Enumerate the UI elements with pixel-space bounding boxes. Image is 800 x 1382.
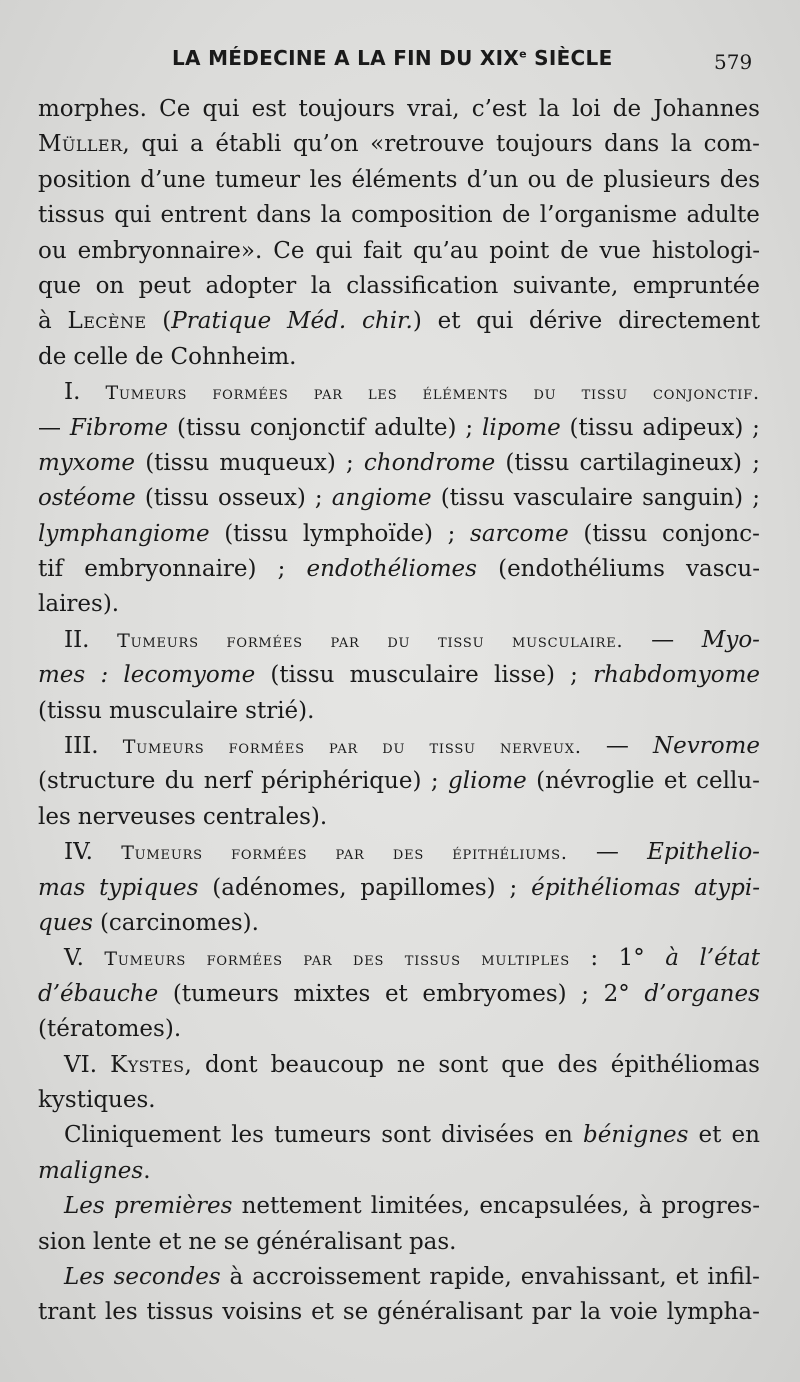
word: directement (618, 308, 760, 335)
word: celle (73, 343, 129, 370)
word: ; (752, 485, 760, 512)
word: adulte) (374, 414, 457, 441)
word: formées (206, 948, 283, 971)
word: typiques (99, 874, 199, 901)
word: myxome (38, 449, 136, 476)
word: en (731, 1122, 760, 1149)
word: limitées, (370, 1193, 471, 1220)
word: tumeurs (274, 1122, 372, 1149)
word: épithéliomas (531, 874, 681, 901)
word: c’est (471, 96, 527, 122)
word: classification (346, 272, 499, 299)
word: la (538, 96, 560, 122)
word: (structure (38, 768, 156, 795)
word: II. (64, 626, 90, 653)
running-title-superscript: e (519, 47, 527, 61)
word: III. (64, 733, 99, 760)
word: gliome (448, 768, 527, 795)
word: dans (604, 131, 660, 158)
word: musculaire (109, 697, 239, 724)
word: envahissant, (520, 1263, 667, 1290)
word: des (353, 948, 385, 971)
word: ; (346, 449, 354, 476)
word: la (320, 202, 342, 229)
word: d’une (140, 166, 206, 193)
word: (tissu (38, 697, 102, 724)
text-line-l19 (38, 729, 760, 764)
word: rapide, (429, 1263, 512, 1290)
word: de (135, 343, 164, 370)
word: 2° (603, 980, 630, 1007)
word: Tumeurs (104, 948, 187, 971)
word: à (665, 945, 680, 972)
text-line-l30 (38, 1118, 760, 1153)
word: conjonctif. (653, 382, 760, 405)
word: mixtes (293, 980, 371, 1007)
word: de (565, 166, 594, 193)
word: entrent (160, 202, 247, 229)
word: — (595, 839, 619, 866)
word: Müller, (38, 131, 130, 158)
word: progres- (661, 1193, 760, 1220)
word: empruntée (632, 272, 760, 299)
word: à (638, 1193, 653, 1220)
text-line-l17 (38, 658, 760, 693)
body-text (38, 92, 760, 1331)
word: adipeux) (642, 414, 744, 441)
word: Cohnheim. (170, 343, 297, 370)
word: trant (38, 1299, 97, 1326)
word: ; (752, 414, 760, 441)
word: (Pratique (162, 308, 272, 335)
word: Ce (159, 96, 191, 122)
word: embryomes) (422, 980, 567, 1007)
word: lympha- (666, 1299, 760, 1326)
word: com- (703, 131, 760, 158)
word: : (590, 945, 599, 972)
word: d’ébauche (38, 980, 159, 1007)
word: ne (188, 1228, 217, 1255)
word: secondes (113, 1263, 221, 1290)
word: VI. (64, 1051, 98, 1078)
word: du (387, 629, 411, 652)
word: formées (228, 736, 305, 759)
word: «retrouve (370, 131, 485, 158)
word: sanguin) (642, 485, 744, 512)
word: tissu (581, 382, 628, 405)
word: ou (527, 166, 557, 193)
word: par (329, 736, 359, 759)
word: Cliniquement (64, 1122, 222, 1149)
word: nerf (203, 768, 252, 795)
word: la (580, 1299, 602, 1326)
word: I. (64, 379, 81, 406)
word: de (612, 96, 642, 122)
word: (adénomes, (212, 874, 347, 901)
word: nerveuses (77, 803, 196, 830)
word: Johannes (653, 96, 760, 122)
word: (carcinomes). (99, 909, 259, 936)
text-line-l29 (38, 1083, 760, 1118)
text-line-l02 (38, 127, 760, 162)
word: Fibrome (69, 414, 169, 441)
text-line-l15 (38, 587, 760, 622)
text-line-l26 (38, 977, 760, 1012)
word: ; (447, 520, 456, 547)
text-line-l10 (38, 411, 760, 446)
word: tissus (146, 1299, 214, 1326)
word: point (489, 237, 550, 264)
word: papillomes) (360, 874, 496, 901)
word: que (38, 272, 82, 299)
running-title (172, 46, 613, 70)
word: accroissement (252, 1263, 421, 1290)
text-line-l34 (38, 1260, 760, 1295)
running-title-end: SIÈCLE (526, 46, 613, 70)
word: lymphangiome (38, 520, 210, 547)
word: l’état (699, 945, 760, 972)
word: est (251, 96, 287, 122)
text-line-l33 (38, 1225, 760, 1260)
word: (tumeurs (172, 980, 279, 1007)
page-number: 579 (714, 50, 753, 74)
word: de (560, 237, 589, 264)
word: a (189, 131, 204, 158)
word: tissu (429, 736, 476, 759)
word: formées (212, 382, 289, 405)
word: éléments (351, 166, 458, 193)
word: (tératomes). (38, 1016, 182, 1043)
text-line-l07 (38, 304, 760, 339)
word: ; (430, 768, 439, 795)
text-line-l27 (38, 1012, 760, 1047)
word: Epithelio- (647, 839, 760, 866)
word: d’organes (644, 980, 760, 1007)
word: les (104, 1299, 138, 1326)
word: malignes. (38, 1157, 151, 1184)
word: strié). (245, 697, 315, 724)
word: fait (363, 237, 403, 264)
word: muqueux) (219, 449, 336, 476)
text-line-l01 (38, 92, 760, 127)
word: et (698, 1122, 722, 1149)
word: adulte (686, 202, 760, 229)
word: la (670, 131, 692, 158)
word: premières (113, 1193, 233, 1220)
word: adopter (205, 272, 297, 299)
text-line-l14 (38, 552, 760, 587)
word: toujours (298, 96, 395, 122)
word: qui (476, 308, 514, 335)
word: et (675, 1263, 699, 1290)
word: conjonc- (661, 520, 760, 547)
word: endothéliomes (306, 556, 477, 583)
word: vasculaire (513, 485, 634, 512)
word: épithéliums. (452, 842, 568, 865)
word: centrales). (202, 803, 328, 830)
word: lecomyome (123, 662, 256, 689)
text-line-l11 (38, 446, 760, 481)
word: — (651, 626, 675, 653)
running-title-text: LA MÉDECINE A LA FIN DU XIX (172, 46, 520, 70)
word: voie (610, 1299, 658, 1326)
word: sion (38, 1228, 86, 1255)
word: embryonnaire) (84, 556, 257, 583)
text-line-l13 (38, 517, 760, 552)
word: IV. (64, 839, 93, 866)
word: (tissu (440, 485, 505, 512)
word: atypi- (694, 874, 760, 901)
word: laires). (38, 591, 120, 618)
word: ques (38, 909, 93, 936)
word: osseux) (217, 485, 306, 512)
text-line-l04 (38, 198, 760, 233)
text-line-l25 (38, 941, 760, 976)
word: qui (114, 202, 152, 229)
word: embryonnaire». (77, 237, 263, 264)
word: divisées (441, 1122, 535, 1149)
word: rhabdomyome (593, 662, 760, 689)
word: mes (38, 662, 86, 689)
word: vascu- (686, 556, 760, 583)
word: (tissu (583, 520, 648, 547)
word: vue (599, 237, 641, 264)
word: (tissu (144, 485, 209, 512)
word: (tissu (224, 520, 289, 547)
word: tissus (404, 948, 461, 971)
text-line-l03 (38, 163, 760, 198)
word: tif (38, 556, 64, 583)
word: qu’au (412, 237, 479, 264)
word: se (223, 1228, 250, 1255)
text-line-l24 (38, 906, 760, 941)
text-line-l21 (38, 800, 760, 835)
word: par (313, 382, 343, 405)
word: tumeur (214, 166, 301, 193)
word: tissus (38, 202, 105, 229)
word: ; (581, 980, 589, 1007)
word: lente (92, 1228, 152, 1255)
word: épithéliomas (610, 1051, 760, 1078)
word: sont (381, 1122, 431, 1149)
word: à (38, 308, 52, 335)
word: des (719, 166, 760, 193)
word: formées (231, 842, 308, 865)
word: nerveux. (499, 736, 582, 759)
word: éléments (422, 382, 509, 405)
word: histologi- (651, 237, 760, 264)
word: (tissu (569, 414, 634, 441)
text-line-l31 (38, 1154, 760, 1189)
text-line-l08 (38, 340, 760, 375)
word: par (531, 1299, 572, 1326)
word: ; (277, 556, 286, 583)
text-line-l06 (38, 269, 760, 304)
word: composition (351, 202, 493, 229)
word: dans (256, 202, 312, 229)
word: les (231, 1122, 264, 1149)
word: les (368, 382, 398, 405)
word: et (384, 980, 408, 1007)
word: des (557, 1051, 598, 1078)
word: ; (465, 414, 474, 441)
word: suivante, (512, 272, 619, 299)
word: morphes. (38, 96, 147, 122)
word: toujours (496, 131, 593, 158)
word: cartilagineux) (579, 449, 743, 476)
word: (tissu (505, 449, 570, 476)
word: chir.) (362, 308, 422, 335)
word: par (335, 842, 365, 865)
word: dont (204, 1051, 258, 1078)
text-line-l23 (38, 871, 760, 906)
word: multiples (481, 948, 570, 971)
word: — (38, 414, 61, 441)
word: Tumeurs (117, 629, 199, 652)
word: pas. (408, 1228, 457, 1255)
word: se (342, 1299, 369, 1326)
text-line-l12 (38, 481, 760, 516)
word: du (533, 382, 557, 405)
text-line-l35 (38, 1295, 760, 1330)
word: et (437, 308, 461, 335)
word: beaucoup (270, 1051, 384, 1078)
word: Les (64, 1193, 105, 1220)
word: l’organisme (539, 202, 678, 229)
word: sarcome (470, 520, 569, 547)
word: cellu- (696, 768, 760, 795)
word: par (303, 948, 333, 971)
text-line-l16 (38, 623, 760, 658)
word: les (309, 166, 343, 193)
word: et (158, 1228, 182, 1255)
word: (tissu (270, 662, 335, 689)
word: Tumeurs (105, 382, 188, 405)
word: : (100, 662, 109, 689)
text-line-l18 (38, 694, 760, 729)
word: lisse) (494, 662, 555, 689)
word: ostéome (38, 485, 136, 512)
word: voisins (222, 1299, 303, 1326)
word: généralisant (377, 1299, 523, 1326)
text-line-l28 (38, 1048, 760, 1083)
text-line-l20 (38, 764, 760, 799)
word: Les (64, 1263, 105, 1290)
word: ; (570, 662, 578, 689)
word: lipome (481, 414, 561, 441)
text-line-l32 (38, 1189, 760, 1224)
word: Myo- (701, 626, 760, 653)
text-line-l09 (38, 375, 760, 410)
word: périphérique) (261, 768, 422, 795)
word: ne (396, 1051, 426, 1078)
word: Lecène (67, 308, 147, 335)
word: encapsulées, (479, 1193, 630, 1220)
text-line-l05 (38, 234, 760, 269)
word: par (330, 629, 360, 652)
word: du (382, 736, 406, 759)
word: ; (314, 485, 323, 512)
word: Nevrome (652, 733, 760, 760)
word: angiome (331, 485, 432, 512)
word: que (501, 1051, 545, 1078)
word: Méd. (287, 308, 347, 335)
word: qui (315, 237, 353, 264)
word: à (229, 1263, 244, 1290)
word: d’un (466, 166, 519, 193)
word: généralisant (256, 1228, 402, 1255)
word: et (663, 768, 687, 795)
word: en (544, 1122, 573, 1149)
word: ; (752, 449, 760, 476)
word: Ce (273, 237, 305, 264)
word: qui (141, 131, 179, 158)
word: et (311, 1299, 334, 1326)
word: (tissu (177, 414, 242, 441)
word: vrai, (407, 96, 460, 122)
word: position (38, 166, 131, 193)
word: de (502, 202, 531, 229)
text-line-l22 (38, 835, 760, 870)
word: V. (64, 945, 84, 972)
word: la (310, 272, 332, 299)
word: Kystes, (110, 1051, 192, 1078)
word: nettement (241, 1193, 362, 1220)
word: infil- (707, 1263, 760, 1290)
word: du (164, 768, 195, 795)
word: lymphoïde) (302, 520, 434, 547)
word: dérive (528, 308, 603, 335)
word: établi (215, 131, 282, 158)
word: qui (202, 96, 240, 122)
word: loi (572, 96, 601, 122)
word: (névroglie (536, 768, 655, 795)
word: ; (509, 874, 518, 901)
word: de (38, 343, 67, 370)
word: tissu (438, 629, 485, 652)
word: ou (38, 237, 67, 264)
word: bénignes (582, 1122, 689, 1149)
word: Tumeurs (121, 842, 203, 865)
word: sont (438, 1051, 489, 1078)
word: (endothéliums (498, 556, 665, 583)
word: Tumeurs (122, 736, 205, 759)
word: plusieurs (603, 166, 711, 193)
word: des (392, 842, 425, 865)
word: les (38, 803, 71, 830)
word: (tissu (145, 449, 210, 476)
word: peut (138, 272, 192, 299)
word: formées (226, 629, 303, 652)
word: musculaire. (512, 629, 624, 652)
word: — (605, 733, 629, 760)
word: musculaire (349, 662, 479, 689)
word: on (95, 272, 125, 299)
word: mas (38, 874, 86, 901)
word: chondrome (363, 449, 496, 476)
word: conjonctif (249, 414, 366, 441)
word: kystiques. (38, 1086, 156, 1113)
word: 1° (618, 945, 645, 972)
word: qu’on (293, 131, 359, 158)
page-header (0, 42, 800, 82)
